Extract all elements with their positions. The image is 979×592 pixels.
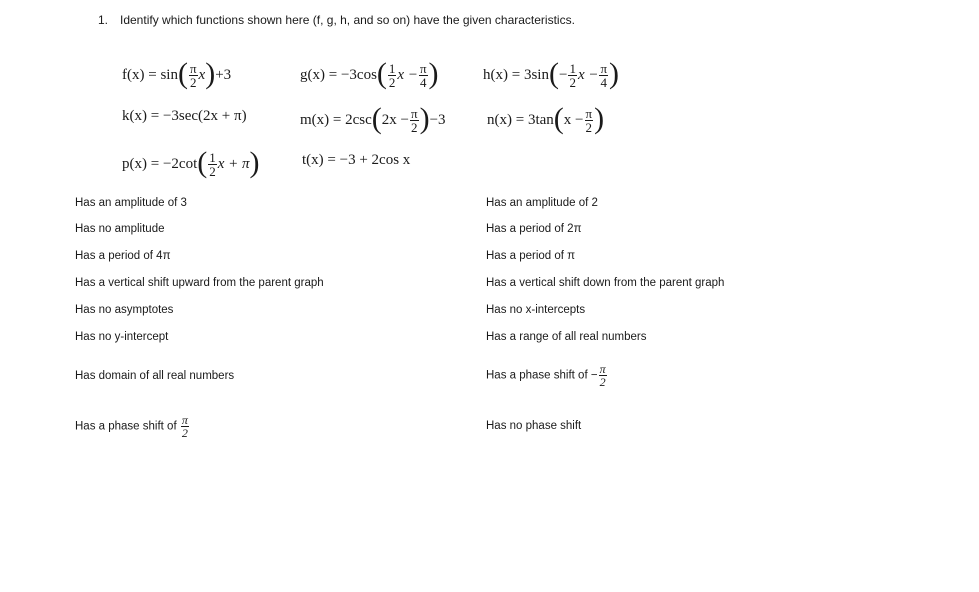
- char-right-1: Has a period of 2π: [486, 223, 582, 235]
- function-h: h(x) = 3sin(− $\frac{1}{2}$ x − $\frac{\pi}{4}$ ): [483, 56, 620, 90]
- function-f: f(x) = sin( $\frac{\pi}{2}$ x)+3: [122, 56, 232, 90]
- char-right-0: Has an amplitude of 2: [486, 197, 598, 209]
- char-left-0: Has an amplitude of 3: [75, 197, 187, 209]
- char-right-7: Has no phase shift: [486, 420, 582, 432]
- char-left-1: Has no amplitude: [75, 223, 165, 235]
- question-prompt: [98, 13, 575, 27]
- char-right-2: Has a period of π: [486, 250, 576, 262]
- char-right-6: Has a phase shift of − $\frac{\pi}{2}$: [486, 362, 606, 389]
- question-text: Identify which functions shown here (f, g, h, and so on) have the given characteristics.: [120, 13, 575, 27]
- function-n: n(x) = 3tan(x − $\frac{\pi}{2}$ ): [487, 101, 605, 135]
- function-p: p(x) = −2cot( $\frac{1}{2}$ x + π): [122, 145, 260, 179]
- function-g: g(x) = −3cos( $\frac{1}{2}$ x − $\frac{\pi}{4}$ ): [300, 56, 439, 90]
- char-right-5: Has a range of all real numbers: [486, 331, 647, 343]
- phase-shift-right-fraction: $\frac{\pi}{2}$: [599, 362, 606, 389]
- question-number: 1.: [98, 13, 109, 27]
- char-right-4: Has no x-intercepts: [486, 304, 586, 316]
- char-left-2: Has a period of 4π: [75, 250, 171, 262]
- function-t: t(x) = −3 + 2cos x: [302, 152, 411, 168]
- char-right-3: Has a vertical shift down from the parent graph: [486, 277, 725, 289]
- char-left-4: Has no asymptotes: [75, 304, 174, 316]
- function-k: k(x) = −3sec(2x + π): [122, 108, 247, 124]
- phase-shift-left-fraction: $\frac{\pi}{2}$: [181, 413, 188, 440]
- char-left-6: Has domain of all real numbers: [75, 370, 235, 382]
- function-m: m(x) = 2csc(2x − $\frac{\pi}{2}$ )−3: [300, 101, 446, 135]
- char-left-5: Has no y-intercept: [75, 331, 169, 343]
- char-left-3: Has a vertical shift upward from the parent graph: [75, 277, 324, 289]
- char-left-7: Has a phase shift of $\frac{\pi}{2}$: [75, 413, 188, 440]
